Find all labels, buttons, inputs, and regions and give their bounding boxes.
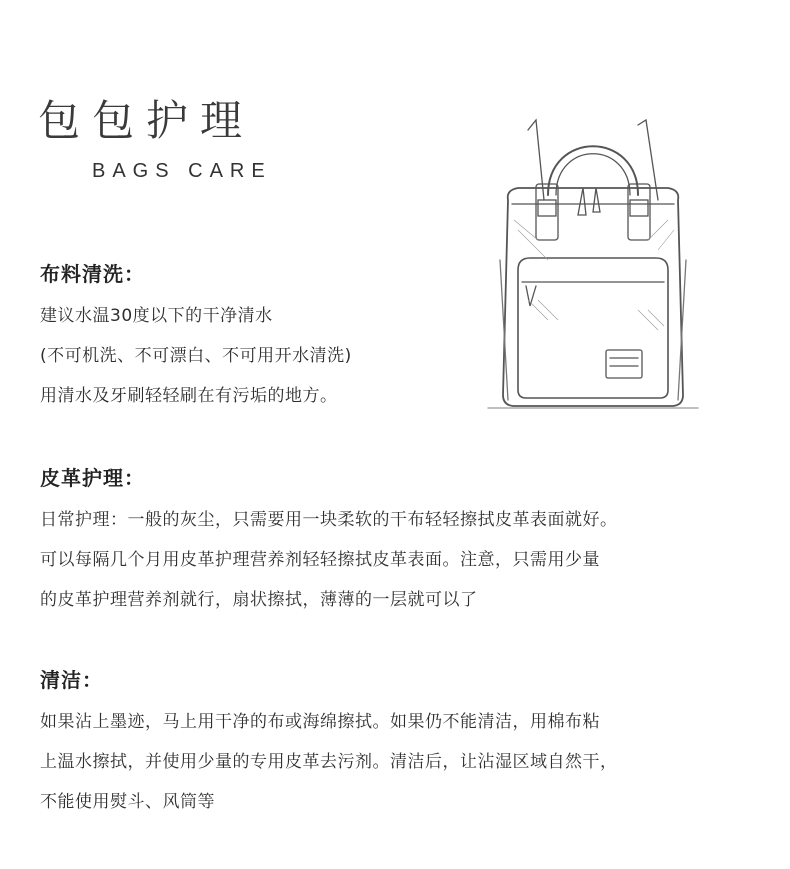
- cleaning-line-1: 如果沾上墨迹，马上用干净的布或海绵擦拭。如果仍不能清洁，用棉布粘: [40, 712, 600, 732]
- cleaning-line-3: 不能使用熨斗、风筒等: [40, 792, 215, 812]
- leather-line-3: 的皮革护理营养剂就行，扇状擦拭，薄薄的一层就可以了: [40, 590, 478, 610]
- leather-line-2: 可以每隔几个月用皮革护理营养剂轻轻擦拭皮革表面。注意，只需用少量: [40, 550, 600, 570]
- fabric-line-3: 用清水及牙刷轻轻刷在有污垢的地方。: [40, 386, 338, 406]
- leather-line-1: 日常护理：一般的灰尘，只需要用一块柔软的干布轻轻擦拭皮革表面就好。: [40, 510, 618, 530]
- section-heading-leather: 皮革护理：: [40, 466, 145, 490]
- cleaning-line-2: 上温水擦拭，并使用少量的专用皮革去污剂。清洁后，让沾湿区域自然干，: [40, 752, 618, 772]
- fabric-line-2: (不可机洗、不可漂白、不可用开水清洗): [40, 346, 352, 366]
- fabric-line-1: 建议水温30度以下的干净清水: [40, 306, 273, 326]
- page-title: 包包护理: [38, 96, 255, 145]
- section-heading-fabric: 布料清洗：: [40, 262, 145, 286]
- backpack-sketch-icon: [478, 100, 708, 420]
- section-heading-cleaning: 清洁：: [40, 668, 103, 692]
- page-subtitle: BAGS CARE: [92, 160, 272, 182]
